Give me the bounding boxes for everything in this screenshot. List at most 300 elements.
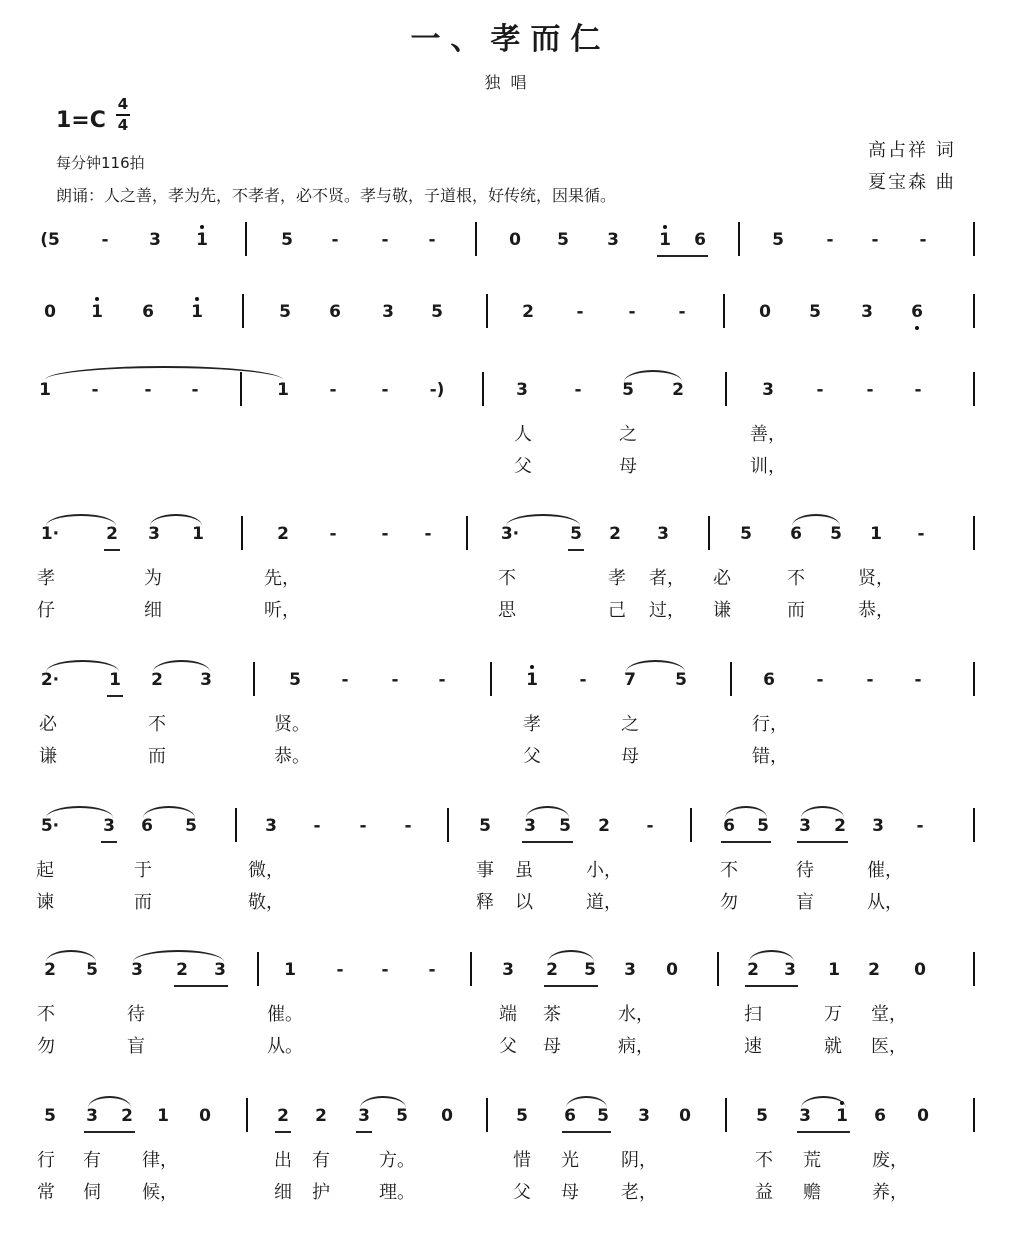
jianpu-note: - (336, 960, 344, 980)
jianpu-note: 2 (609, 524, 621, 544)
slur (88, 1096, 131, 1108)
lyric-verse-2: 谦 (39, 746, 57, 767)
barline (973, 952, 975, 986)
lyric-verse-1: 水， (618, 1004, 654, 1025)
lyric-verse-1: 待 (796, 860, 814, 881)
jianpu-note: 5 (772, 230, 784, 250)
barline (470, 952, 472, 986)
jianpu-note: - (329, 380, 337, 400)
jianpu-note: - (866, 670, 874, 690)
barline (242, 294, 244, 328)
slur (153, 660, 210, 672)
lyric-verse-1: 催。 (267, 1004, 303, 1025)
jianpu-note: 2 (747, 960, 759, 980)
slur (46, 806, 113, 818)
barline (973, 222, 975, 256)
jianpu-note: - (101, 230, 109, 250)
beat-underline (101, 841, 117, 843)
beat-underline (721, 841, 771, 843)
lyric-verse-1: 不 (148, 714, 166, 735)
jianpu-note: 5 (516, 1106, 528, 1126)
jianpu-note: 6 (911, 302, 923, 322)
lyric-verse-2: 己 (608, 600, 626, 621)
jianpu-note: - (404, 816, 412, 836)
jianpu-note: 5 (756, 1106, 768, 1126)
jianpu-note: 3 (502, 960, 514, 980)
jianpu-note: 3 (148, 524, 160, 544)
jianpu-note: - (341, 670, 349, 690)
lyric-verse-1: 为 (144, 568, 162, 589)
lyric-verse-2: 训， (750, 456, 786, 477)
key-signature: 1=C (56, 108, 106, 133)
jianpu-note: - (574, 380, 582, 400)
jianpu-note: 1 (39, 380, 51, 400)
jianpu-note: 6 (329, 302, 341, 322)
jianpu-note: 3 (131, 960, 143, 980)
lyric-verse-1: 微， (248, 860, 284, 881)
jianpu-note: 2 (315, 1106, 327, 1126)
lyric-verse-2: 细 (144, 600, 162, 621)
jianpu-note: 5 (557, 230, 569, 250)
lyric-verse-1: 不 (787, 568, 805, 589)
beat-underline (84, 1131, 135, 1133)
lyric-verse-2: 护 (312, 1182, 330, 1203)
barline (466, 516, 468, 550)
lyricist-credit: 高占祥 词 (868, 140, 956, 161)
lyric-verse-1: 行 (37, 1150, 55, 1171)
jianpu-note: 3 (799, 1106, 811, 1126)
lyric-verse-1: 之 (619, 424, 637, 445)
high-octave-dot (95, 297, 99, 301)
beat-underline (797, 841, 848, 843)
lyric-verse-2: 速 (744, 1036, 762, 1057)
high-octave-dot (530, 665, 534, 669)
barline (738, 222, 740, 256)
time-top: 4 (117, 95, 129, 113)
lyric-verse-1: 行， (752, 714, 788, 735)
beat-underline (107, 695, 123, 697)
lyric-verse-2: 母 (619, 456, 637, 477)
lyric-verse-1: 孝 (37, 568, 55, 589)
jianpu-note: - (428, 960, 436, 980)
lyric-verse-2: 释 (476, 892, 494, 913)
time-signature (116, 96, 130, 134)
jianpu-note: 3 (265, 816, 277, 836)
barline (723, 294, 725, 328)
jianpu-note: 3 (200, 670, 212, 690)
slur (143, 806, 195, 818)
lyric-verse-1: 阴， (621, 1150, 657, 1171)
jianpu-note: 0 (679, 1106, 691, 1126)
jianpu-note: - (914, 380, 922, 400)
jianpu-note: 5 (830, 524, 842, 544)
tempo-marking: 每分钟116拍 (56, 154, 145, 172)
jianpu-note: 2 (121, 1106, 133, 1126)
jianpu-note: 0 (441, 1106, 453, 1126)
jianpu-note: 1 (870, 524, 882, 544)
jianpu-note: 3 (607, 230, 619, 250)
lyric-verse-2: 盲 (127, 1036, 145, 1057)
barline (973, 294, 975, 328)
lyric-verse-1: 荒 (803, 1150, 821, 1171)
beat-underline (568, 549, 584, 551)
jianpu-note: 1 (192, 524, 204, 544)
jianpu-note: 3 (516, 380, 528, 400)
lyric-verse-2: 谏 (36, 892, 54, 913)
jianpu-note: 6 (874, 1106, 886, 1126)
lyric-verse-1: 茶 (543, 1004, 561, 1025)
barline (973, 516, 975, 550)
jianpu-note: 3 (382, 302, 394, 322)
jianpu-note: 5 (740, 524, 752, 544)
lyric-verse-2: 父 (514, 456, 532, 477)
barline (725, 372, 727, 406)
beat-underline (544, 985, 598, 987)
jianpu-note: 5 (185, 816, 197, 836)
jianpu-note: 6 (141, 816, 153, 836)
barline (490, 662, 492, 696)
jianpu-note: 5 (675, 670, 687, 690)
lyric-verse-2: 思 (498, 600, 516, 621)
jianpu-note: 1 (277, 380, 289, 400)
slur (624, 370, 682, 382)
jianpu-note: 2 (277, 524, 289, 544)
slur (792, 514, 840, 526)
jianpu-note: 0 (917, 1106, 929, 1126)
beat-underline (356, 1131, 372, 1133)
jianpu-note: - (381, 524, 389, 544)
jianpu-note: 6 (142, 302, 154, 322)
jianpu-note: 3 (799, 816, 811, 836)
jianpu-note: 5 (584, 960, 596, 980)
jianpu-note: 1 (284, 960, 296, 980)
lyric-verse-2: 勿 (37, 1036, 55, 1057)
lyric-verse-1: 有 (312, 1150, 330, 1171)
lyric-verse-2: 理。 (379, 1182, 415, 1203)
lyric-verse-1: 起 (36, 860, 54, 881)
jianpu-note: 2 (868, 960, 880, 980)
beat-underline (562, 1131, 611, 1133)
slur (506, 514, 580, 526)
jianpu-note: 5· (40, 816, 60, 836)
jianpu-note: 0 (199, 1106, 211, 1126)
barline (973, 372, 975, 406)
jianpu-note: 2 (44, 960, 56, 980)
jianpu-note: 5 (86, 960, 98, 980)
barline (717, 952, 719, 986)
lyric-verse-1: 光 (561, 1150, 579, 1171)
lyric-verse-1: 必 (39, 714, 57, 735)
lyric-verse-2: 错， (752, 746, 788, 767)
jianpu-note: 5 (281, 230, 293, 250)
jianpu-note: 5 (479, 816, 491, 836)
jianpu-note: - (816, 670, 824, 690)
high-octave-dot (200, 225, 204, 229)
jianpu-note: 1 (91, 302, 103, 322)
lyric-verse-2: 敬， (248, 892, 284, 913)
jianpu-note: 0 (509, 230, 521, 250)
lyric-verse-2: 恭， (858, 600, 894, 621)
lyric-verse-1: 贤。 (274, 714, 310, 735)
lyric-verse-2: 父 (523, 746, 541, 767)
lyric-verse-2: 从， (867, 892, 903, 913)
jianpu-note: 5 (396, 1106, 408, 1126)
lyric-verse-1: 有 (83, 1150, 101, 1171)
jianpu-note: (5 (40, 230, 60, 250)
lyric-verse-2: 益 (755, 1182, 773, 1203)
barline (246, 1098, 248, 1132)
jianpu-note: 3 (657, 524, 669, 544)
slur (626, 660, 685, 672)
high-octave-dot (195, 297, 199, 301)
jianpu-note: 3 (214, 960, 226, 980)
jianpu-note: 6 (694, 230, 706, 250)
jianpu-note: - (428, 230, 436, 250)
barline (235, 808, 237, 842)
jianpu-note: 2 (176, 960, 188, 980)
beat-underline (275, 1131, 291, 1133)
jianpu-note: 5 (570, 524, 582, 544)
lyric-verse-2: 母 (621, 746, 639, 767)
jianpu-note: 1 (526, 670, 538, 690)
jianpu-note: - (919, 230, 927, 250)
jianpu-note: - (381, 960, 389, 980)
lyric-verse-2: 而 (134, 892, 152, 913)
jianpu-note: 0 (666, 960, 678, 980)
jianpu-note: - (313, 816, 321, 836)
jianpu-note: - (576, 302, 584, 322)
lyric-verse-1: 端 (499, 1004, 517, 1025)
barline (253, 662, 255, 696)
jianpu-note: 2 (522, 302, 534, 322)
lyric-verse-1: 不 (720, 860, 738, 881)
jianpu-note: - (191, 380, 199, 400)
jianpu-note: 1· (40, 524, 60, 544)
slur (526, 806, 569, 818)
jianpu-note: 1 (828, 960, 840, 980)
jianpu-note: 1 (196, 230, 208, 250)
lyric-verse-1: 方。 (379, 1150, 415, 1171)
song-title: 一、孝而仁 (410, 22, 611, 57)
lyric-verse-2: 伺 (83, 1182, 101, 1203)
jianpu-note: 3 (784, 960, 796, 980)
lyric-verse-2: 就 (824, 1036, 842, 1057)
barline (725, 1098, 727, 1132)
barline (730, 662, 732, 696)
jianpu-note: 5 (809, 302, 821, 322)
lyric-verse-2: 赡 (803, 1182, 821, 1203)
lyric-verse-2: 道， (586, 892, 622, 913)
lyric-verse-2: 谦 (713, 600, 731, 621)
barline (486, 294, 488, 328)
lyric-verse-1: 先， (264, 568, 300, 589)
beat-underline (745, 985, 798, 987)
jianpu-note: - (816, 380, 824, 400)
barline (708, 516, 710, 550)
jianpu-note: 3 (149, 230, 161, 250)
lyric-verse-1: 待 (127, 1004, 145, 1025)
jianpu-note: 5 (559, 816, 571, 836)
jianpu-note: - (826, 230, 834, 250)
lyric-verse-2: 勿 (720, 892, 738, 913)
recitation-text: 朗诵：人之善，孝为先，不孝者，必不贤。孝与敬，子道根，好传统，因果循。 (56, 186, 617, 205)
lyric-verse-1: 不 (755, 1150, 773, 1171)
barline (973, 662, 975, 696)
jianpu-note: - (916, 816, 924, 836)
slur (801, 806, 844, 818)
jianpu-note: 1 (191, 302, 203, 322)
jianpu-note: 2 (277, 1106, 289, 1126)
jianpu-note: 3 (86, 1106, 98, 1126)
lyric-verse-2: 仔 (37, 600, 55, 621)
jianpu-note: - (91, 380, 99, 400)
lyric-verse-1: 律， (142, 1150, 178, 1171)
jianpu-note: - (871, 230, 879, 250)
lyric-verse-2: 母 (561, 1182, 579, 1203)
beat-underline (657, 255, 708, 257)
jianpu-note: - (424, 524, 432, 544)
jianpu-note: 3· (500, 524, 520, 544)
barline (241, 516, 243, 550)
jianpu-note: - (329, 524, 337, 544)
jianpu-note: -) (429, 380, 445, 400)
jianpu-note: 5 (289, 670, 301, 690)
jianpu-note: 3 (358, 1106, 370, 1126)
jianpu-note: - (331, 230, 339, 250)
jianpu-note: 1 (109, 670, 121, 690)
jianpu-note: 5 (597, 1106, 609, 1126)
jianpu-note: - (866, 380, 874, 400)
slur (46, 950, 96, 962)
time-bottom: 4 (117, 116, 129, 134)
jianpu-note: 3 (861, 302, 873, 322)
lyric-verse-2: 病， (618, 1036, 654, 1057)
lyric-verse-2: 恭。 (274, 746, 310, 767)
jianpu-note: 1 (836, 1106, 848, 1126)
jianpu-note: 3 (624, 960, 636, 980)
jianpu-note: - (144, 380, 152, 400)
jianpu-note: 2 (598, 816, 610, 836)
lyric-verse-2: 盲 (796, 892, 814, 913)
jianpu-note: - (646, 816, 654, 836)
jianpu-note: 3 (762, 380, 774, 400)
jianpu-note: 6 (564, 1106, 576, 1126)
jianpu-note: 5 (622, 380, 634, 400)
lyric-verse-2: 养， (872, 1182, 908, 1203)
lyric-verse-1: 人 (514, 424, 532, 445)
barline (486, 1098, 488, 1132)
lyric-verse-1: 出 (274, 1150, 292, 1171)
slur (46, 514, 116, 526)
slur (360, 1096, 406, 1108)
lyric-verse-1: 万 (824, 1004, 842, 1025)
high-octave-dot (663, 225, 667, 229)
lyric-verse-1: 惜 (513, 1150, 531, 1171)
lyric-verse-2: 细 (274, 1182, 292, 1203)
jianpu-note: - (391, 670, 399, 690)
jianpu-note: - (917, 524, 925, 544)
lyric-verse-2: 以 (515, 892, 533, 913)
lyric-verse-2: 常 (37, 1182, 55, 1203)
jianpu-note: - (579, 670, 587, 690)
barline (690, 808, 692, 842)
lyric-verse-2: 老， (621, 1182, 657, 1203)
jianpu-note: 2 (834, 816, 846, 836)
beat-underline (522, 841, 573, 843)
barline (482, 372, 484, 406)
jianpu-note: - (914, 670, 922, 690)
lyric-verse-2: 父 (513, 1182, 531, 1203)
lyric-verse-1: 堂， (871, 1004, 907, 1025)
jianpu-note: 1 (157, 1106, 169, 1126)
lyric-verse-1: 孝 (523, 714, 541, 735)
lyric-verse-2: 过， (649, 600, 685, 621)
jianpu-note: 1 (659, 230, 671, 250)
jianpu-note: 2 (546, 960, 558, 980)
beat-underline (797, 1131, 850, 1133)
jianpu-note: 2 (151, 670, 163, 690)
jianpu-note: 5 (757, 816, 769, 836)
tie (45, 366, 283, 380)
lyric-verse-1: 事 (476, 860, 494, 881)
lyric-verse-1: 于 (134, 860, 152, 881)
lyric-verse-1: 虽 (515, 860, 533, 881)
lyric-verse-1: 扫 (744, 1004, 762, 1025)
lyric-verse-1: 善， (750, 424, 786, 445)
jianpu-note: 0 (44, 302, 56, 322)
lyric-verse-2: 而 (148, 746, 166, 767)
jianpu-note: 3 (638, 1106, 650, 1126)
jianpu-note: 3 (524, 816, 536, 836)
lyric-verse-1: 必 (713, 568, 731, 589)
jianpu-note: 2· (40, 670, 60, 690)
jianpu-note: 5 (431, 302, 443, 322)
jianpu-note: 3 (103, 816, 115, 836)
jianpu-note: 6 (790, 524, 802, 544)
lyric-verse-2: 父 (499, 1036, 517, 1057)
jianpu-note: - (678, 302, 686, 322)
lyric-verse-1: 小， (586, 860, 622, 881)
jianpu-note: - (381, 230, 389, 250)
jianpu-note: - (359, 816, 367, 836)
barline (973, 1098, 975, 1132)
song-subtitle: 独唱 (484, 73, 537, 92)
jianpu-note: 3 (872, 816, 884, 836)
lyric-verse-1: 不 (498, 568, 516, 589)
beat-underline (174, 985, 228, 987)
jianpu-note: 6 (763, 670, 775, 690)
jianpu-note: 2 (672, 380, 684, 400)
lyric-verse-1: 之 (621, 714, 639, 735)
jianpu-note: - (628, 302, 636, 322)
lyric-verse-2: 候， (142, 1182, 178, 1203)
slur (150, 514, 202, 526)
lyric-verse-2: 而 (787, 600, 805, 621)
barline (447, 808, 449, 842)
low-octave-dot (915, 326, 919, 330)
lyric-verse-2: 母 (543, 1036, 561, 1057)
jianpu-note: 6 (723, 816, 735, 836)
lyric-verse-1: 孝 (608, 568, 626, 589)
barline (475, 222, 477, 256)
slur (133, 950, 224, 962)
jianpu-note: 5 (279, 302, 291, 322)
lyric-verse-2: 从。 (267, 1036, 303, 1057)
jianpu-note: - (438, 670, 446, 690)
slur (801, 1096, 846, 1108)
lyric-verse-2: 听， (264, 600, 300, 621)
jianpu-note: 0 (759, 302, 771, 322)
